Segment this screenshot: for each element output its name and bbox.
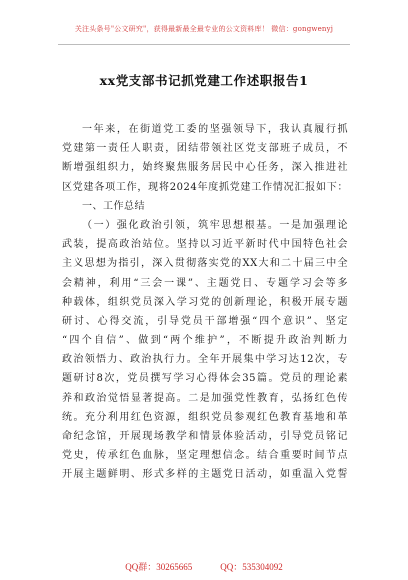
document-body: [62, 120, 348, 485]
footer-qq-number: QQ：535304092: [220, 562, 283, 572]
paragraph-line: 断增强组织力，始终聚焦服务居民中心任务，深入推进社: [62, 162, 348, 174]
paragraph-line: 党建第一责任人职责，团结带领社区党支部班子成员，不: [62, 143, 348, 155]
paragraph-line: 武装，提高政治站位。坚持以习近平新时代中国特色社会: [62, 239, 348, 251]
paragraph-line: 题研讨8次，党员撰写学习心得体会35篇。党员的理论素: [62, 373, 348, 385]
paragraph-line: 种载体，组织党员深入学习党的创新理论，积极开展专题: [62, 296, 348, 308]
paragraph-line: 命纪念馆，开展现场教学和情景体验活动，引导党员铭记: [62, 431, 348, 442]
paragraph-line: 研讨、心得交流，引导党员干部增强“四个意识”、坚定: [62, 315, 348, 327]
footer-qq-group: QQ群：30265665: [125, 562, 193, 572]
paragraph-line: 主义思想为指引，深入贯彻落实党的XX大和二十届三中全: [62, 258, 348, 270]
paragraph-line: 开展主题鲜明、形式多样的主题党日活动，如重温入党誓: [62, 469, 348, 481]
header-banner: 关注头条号"公文研究"，获得最新最全最专业的公文资料库！ 微信：gongwenyj: [74, 25, 334, 33]
paragraph-line: 统。充分利用红色资源，组织党员参观红色教育基地和革: [62, 411, 348, 423]
paragraph-line: 政治领悟力、政治执行力。全年开展集中学习达12次，专: [62, 354, 348, 366]
paragraph-line: 区党建各项工作，现将2024年度抓党建工作情况汇报如下：: [62, 181, 348, 193]
paragraph-line: 养和政治觉悟显著提高。二是加强党性教育，弘扬红色传: [62, 392, 348, 404]
paragraph-line: “四个自信”、做到“两个维护”，不断提升政治判断力: [62, 335, 348, 347]
document-title: xx党支部书记抓党建工作述职报告1: [99, 73, 309, 88]
paragraph-line: 会精神，利用“三会一课”、主题党日、专题学习会等多: [62, 277, 348, 289]
paragraph-line: 一年来，在街道党工委的坚强领导下，我认真履行抓: [82, 124, 348, 135]
footer-contact: [0, 560, 408, 573]
header-divider: [58, 44, 350, 45]
section-heading: 一、工作总结: [82, 200, 145, 212]
paragraph-line: （一）强化政治引领，筑牢思想根基。一是加强理论: [82, 219, 348, 231]
paragraph-line: 党史，传承红色血脉，坚定理想信念。结合重要时间节点: [62, 450, 348, 462]
